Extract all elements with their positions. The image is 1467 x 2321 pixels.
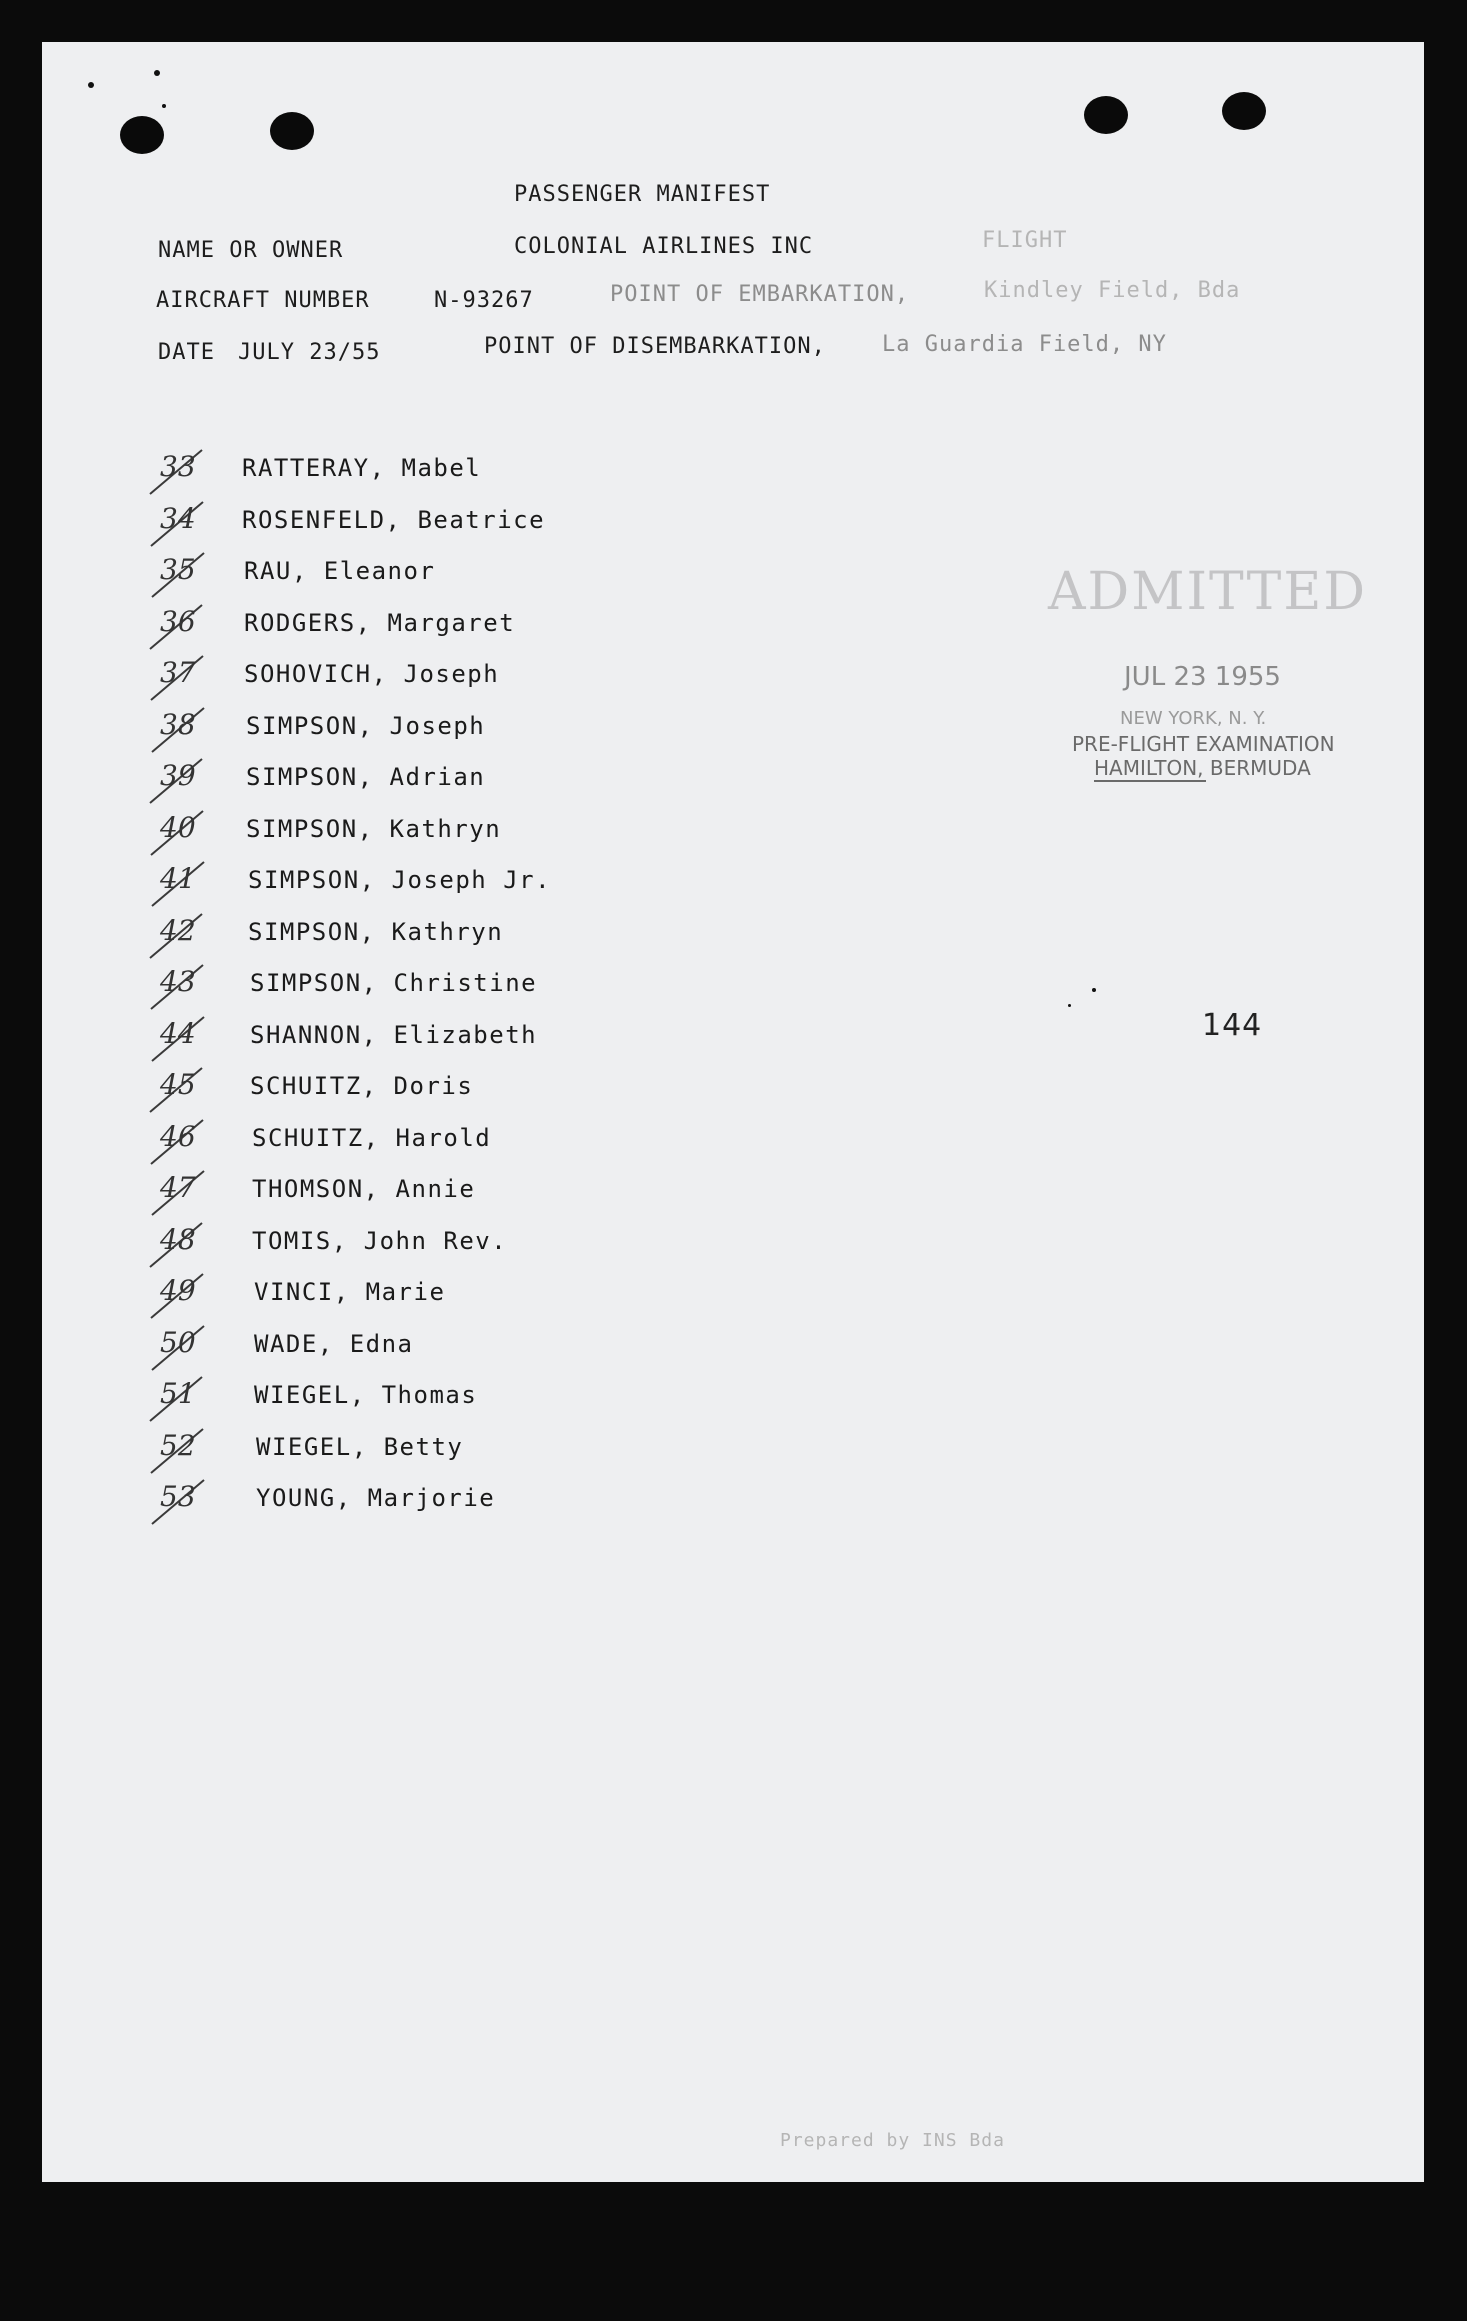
disembarkation-value: La Guardia Field, NY <box>882 332 1167 357</box>
passenger-name: RATTERAY, Mabel <box>242 454 482 482</box>
passenger-name: SIMPSON, Joseph Jr. <box>248 866 552 894</box>
page-number: 144 <box>1202 1008 1263 1043</box>
manifest-sheet <box>42 42 1424 2182</box>
ink-speck <box>1068 1004 1071 1007</box>
passenger-number: 46 <box>160 1119 196 1153</box>
passenger-name: SIMPSON, Kathryn <box>246 814 502 843</box>
passenger-row <box>42 1119 742 1162</box>
passenger-number: 53 <box>160 1480 196 1513</box>
passenger-name: SIMPSON, Christine <box>250 969 538 997</box>
passenger-name: SHANNON, Elizabeth <box>250 1020 538 1049</box>
passenger-name: SOHOVICH, Joseph <box>244 660 500 688</box>
passenger-row <box>42 707 742 750</box>
passenger-row <box>42 501 742 544</box>
punch-hole <box>270 112 314 150</box>
aircraft-label: AIRCRAFT NUMBER <box>156 288 370 313</box>
owner-value: COLONIAL AIRLINES INC <box>514 234 814 259</box>
passenger-row <box>42 967 742 1007</box>
punch-hole <box>1222 92 1266 130</box>
passenger-name: SIMPSON, Kathryn <box>248 917 504 946</box>
date-value: JULY 23/55 <box>238 340 381 365</box>
passenger-name: WADE, Edna <box>254 1329 414 1358</box>
passenger-row <box>42 1276 742 1316</box>
passenger-row <box>42 452 742 492</box>
passenger-number: 50 <box>160 1325 196 1359</box>
passenger-row <box>42 1173 742 1213</box>
passenger-name: SCHUITZ, Doris <box>250 1072 474 1100</box>
date-label: DATE <box>158 340 215 365</box>
punch-hole <box>1084 96 1128 134</box>
passenger-row <box>42 1379 742 1419</box>
passenger-row <box>42 555 742 595</box>
passenger-row <box>42 1428 742 1471</box>
passenger-number: 41 <box>160 862 196 895</box>
aircraft-value: N-93267 <box>434 288 534 313</box>
passenger-number: 49 <box>160 1274 196 1307</box>
passenger-number: 45 <box>160 1068 196 1101</box>
passenger-number: 33 <box>160 450 196 483</box>
passenger-row <box>42 864 742 904</box>
footer-note: Prepared by INS Bda <box>780 2130 1005 2151</box>
passenger-number: 52 <box>160 1428 196 1462</box>
passenger-number: 43 <box>160 965 196 998</box>
passenger-name: THOMSON, Annie <box>252 1175 476 1203</box>
stamp-underline <box>1094 780 1206 782</box>
passenger-number: 51 <box>160 1377 196 1410</box>
passenger-number: 34 <box>160 501 196 535</box>
embarkation-label: POINT OF EMBARKATION, <box>610 282 910 307</box>
passenger-number: 37 <box>160 656 196 689</box>
manifest-title: PASSENGER MANIFEST <box>514 182 771 207</box>
passenger-name: WIEGEL, Thomas <box>254 1381 478 1409</box>
passenger-number: 48 <box>160 1222 196 1256</box>
passenger-row <box>42 810 742 853</box>
passenger-number: 44 <box>160 1016 196 1050</box>
passenger-row <box>42 913 742 956</box>
passenger-name: TOMIS, John Rev. <box>252 1226 508 1255</box>
passenger-row <box>42 1325 742 1368</box>
ink-speck <box>162 104 166 108</box>
passenger-row <box>42 1482 742 1522</box>
passenger-number: 40 <box>160 810 196 844</box>
passenger-row <box>42 604 742 647</box>
owner-label: NAME OR OWNER <box>158 238 344 263</box>
ink-speck <box>154 70 160 76</box>
stamp-location: HAMILTON, BERMUDA <box>1094 756 1311 780</box>
passenger-row <box>42 1222 742 1265</box>
ink-speck <box>1092 988 1096 992</box>
embarkation-value: Kindley Field, Bda <box>984 278 1241 303</box>
passenger-number: 38 <box>160 707 196 741</box>
ink-speck <box>88 82 94 88</box>
passenger-name: RODGERS, Margaret <box>244 608 516 637</box>
passenger-row <box>42 658 742 698</box>
passenger-row <box>42 761 742 801</box>
passenger-number: 35 <box>160 553 196 586</box>
passenger-number: 39 <box>160 759 196 792</box>
disembarkation-label: POINT OF DISEMBARKATION, <box>484 334 826 359</box>
passenger-name: YOUNG, Marjorie <box>256 1484 496 1512</box>
passenger-row <box>42 1016 742 1059</box>
passenger-row <box>42 1070 742 1110</box>
passenger-name: SCHUITZ, Harold <box>252 1123 492 1152</box>
flight-label: FLIGHT <box>982 228 1068 253</box>
passenger-name: SIMPSON, Joseph <box>246 711 486 740</box>
passenger-name: VINCI, Marie <box>254 1278 446 1306</box>
passenger-name: SIMPSON, Adrian <box>246 763 486 791</box>
stamp-date: JUL 23 1955 <box>1124 662 1281 692</box>
passenger-name: WIEGEL, Betty <box>256 1432 464 1461</box>
passenger-number: 42 <box>160 913 196 947</box>
punch-hole <box>120 116 164 154</box>
passenger-name: RAU, Eleanor <box>244 557 436 585</box>
passenger-number: 36 <box>160 604 196 638</box>
admitted-stamp-title: ADMITTED <box>1048 562 1368 622</box>
stamp-office: PRE-FLIGHT EXAMINATION <box>1072 732 1335 756</box>
passenger-number: 47 <box>160 1171 196 1204</box>
passenger-name: ROSENFELD, Beatrice <box>242 505 546 534</box>
stamp-city: NEW YORK, N. Y. <box>1120 708 1267 729</box>
